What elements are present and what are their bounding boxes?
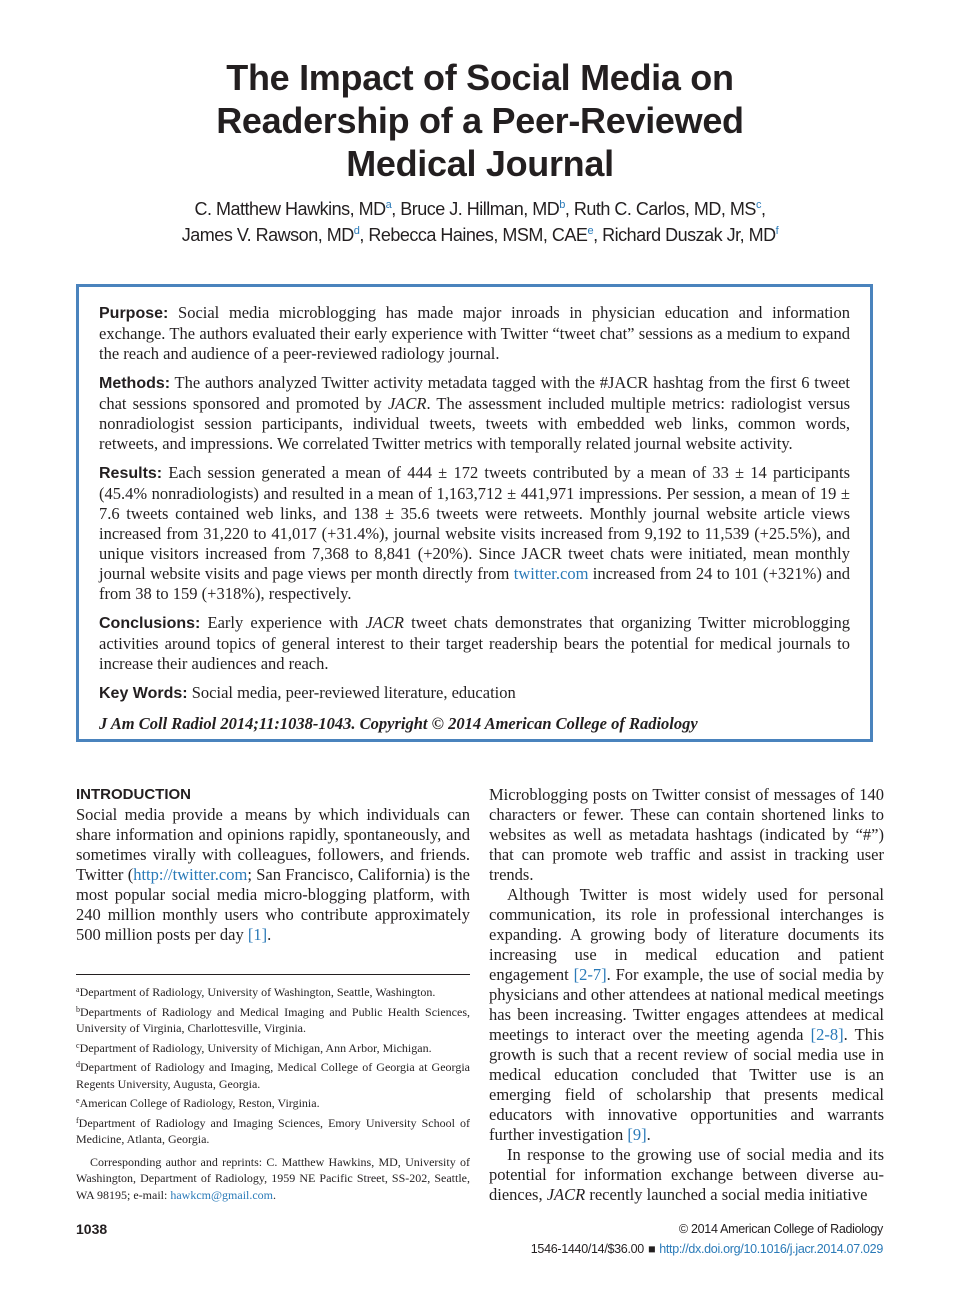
reference-link[interactable]: [2-8]: [810, 1025, 844, 1044]
affiliation-mark[interactable]: d: [353, 225, 360, 237]
conclusions-heading: Conclusions:: [99, 615, 201, 632]
journal-citation: J Am Coll Radiol 2014;11:1038-1043. Copyright © 2014 American College of Radiology: [99, 714, 698, 733]
abstract-purpose: Purpose: Social media microblogging has made major inroads in physician education and information exchange. The authors evaluated their early experience with Twitter “tweet chat” sessions as a medium to expand the reach and audience of a peer-reviewed radiology journal.: [99, 303, 850, 363]
left-column: [76, 785, 470, 945]
abstract-conclusions: Conclusions: Early experience with JACR tweet chats demonstrates that organizing Twitter microblogging activities around topics of general interest to their target readership bears the potential for medical journals to increase their audiences and reach.: [99, 613, 851, 673]
issn-price: 1546-1440/14/$36.00: [530, 1242, 644, 1256]
author-line-2: James V. Rawson, $MD^d$, Rebecca Haines, MSM, CAE$^e$, Richard Duszak Jr, $MD^f$: [181, 225, 779, 245]
abstract-keywords: Key Words: Social media, peer-reviewed literature, education: [99, 683, 516, 702]
footnote-item: $^d$Department of Radiology and Imaging, Medical College of Georgia at Georgia Regents University, Augusta, Georgia.: [76, 1060, 470, 1091]
author-line-1: C. Matthew Hawkins, $MD^a$, Bruce J. Hillman, $MD^b$, Ruth C. Carlos, MD, $MS^c$,: [194, 199, 766, 219]
author-list: [100, 196, 860, 248]
journal-name: JACR: [387, 394, 427, 413]
footnote-divider: [76, 974, 470, 975]
methods-heading: Methods:: [99, 375, 171, 392]
title-line-3: Medical Journal: [346, 143, 614, 184]
right-column: [489, 785, 884, 1205]
author-name: Rebecca Haines, MSM, CAE: [368, 225, 588, 245]
issn-doi-line: [531, 1242, 883, 1256]
twitter-url-link[interactable]: http://twitter.com: [133, 865, 248, 884]
affiliation-mark[interactable]: f: [775, 225, 779, 237]
affiliation-mark[interactable]: a: [385, 199, 392, 211]
results-heading: Results:: [99, 465, 163, 482]
footnote-item: $^c$Department of Radiology, University of Michigan, Ann Arbor, Michigan.: [76, 1040, 432, 1055]
footnote-item: $^f$Department of Radiology and Imaging Sciences, Emory University School of Medicine, Atlanta, Georgia.: [76, 1115, 470, 1146]
body-paragraph-2: Although Twitter is most widely used for personal communication, its role in professional interchanges is expanding. A growing body of literature documents its increasing use in medical education and patient engagement [2-7]. For example, the use of social media by physicians and other attendees at national medical meetings has been increasing. Twitter engages attendees at medical meetings to interact over the meeting agenda [2-8]. This growth is such that a recent review of social media use in medical education concluded that Twitter use is an emerging field of scholarship that presents medical educators with innovative opportunities and warrants further investigation [9].: [489, 885, 884, 1144]
affiliation-mark[interactable]: c: [755, 199, 761, 211]
copyright-notice: © 2014 American College of Radiology: [678, 1222, 883, 1236]
page-number: 1038: [76, 1221, 108, 1237]
doi-link[interactable]: http://dx.doi.org/10.1016/j.jacr.2014.07.029: [659, 1242, 883, 1256]
abstract-box: [76, 284, 873, 742]
intro-paragraph-1: Social media provide a means by which individuals can share information and opinions rapidly, spontaneously, and sometimes virally with colleagues, followers, and friends. Twitter (http://twitter.com; San Francisco, California) is the most popular social media micro-blogging platform, with 240 million monthly users who contribute approximately 500 million posts per day [1].: [76, 805, 470, 944]
body-paragraph-1: Microblogging posts on Twitter consist of messages of 140 characters or fewer. These can contain shortened links to websites as well as metadata hashtags (indicated by “#”) that can promote web traffic and assist in tracking user trends.: [489, 785, 884, 884]
journal-name: JACR: [546, 1185, 586, 1204]
affiliation-footnotes: [76, 984, 470, 1206]
author-name: Bruce J. Hillman, MD: [400, 199, 560, 219]
abstract-results: Results: Each session generated a mean of 444 ± 172 tweets contributed by a mean of 33 ± 14 participants (45.4% nonradiologists) and resulted in a mean of 1,163,712 ± 441,971 impressions. Per session, a mean of 19 ± 7.6 tweets contained web links, and 138 ± 35.6 tweets were retweets. Monthly journal website article views increased from 31,220 to 41,017 (+31.4%), journal website visits increased from 9,192 to 11,539 (+25.5%), and unique visitors increased from 7,368 to 8,841 (+20%). Since JACR tweet chats were initiated, mean monthly journal website visits and page views per month directly from twitter.com increased from 24 to 101 (+321%) and from 38 to 159 (+318%), respectively.: [99, 463, 850, 603]
twitter-link[interactable]: twitter.com: [513, 564, 589, 583]
email-link[interactable]: hawkcm@gmail.com: [170, 1187, 274, 1202]
square-bullet-icon: ■: [647, 1242, 656, 1256]
author-name: C. Matthew Hawkins, MD: [194, 199, 386, 219]
footnote-item: $^a$Department of Radiology, University of Washington, Seattle, Washington.: [76, 985, 436, 999]
author-name: Richard Duszak Jr, MD: [602, 225, 776, 245]
affiliation-mark[interactable]: b: [559, 199, 565, 211]
author-name: Ruth C. Carlos, MD, MS: [573, 199, 756, 219]
body-paragraph-3: In response to the growing use of social media and its potential for information exchange between diverse au-diences, JACR recently launched a social media initiative: [489, 1145, 884, 1204]
abstract-methods: Methods: The authors analyzed Twitter activity metadata tagged with the #JACR hashtag from the first 6 tweet chat sessions sponsored and promoted by JACR. The assessment included multiple metrics: radiologist versus nonradiologist session participants, individual tweets, tweets with embedded web links, common words, retweets, and impressions. We correlated Twitter metrics with temporally related journal website activity.: [99, 373, 851, 453]
reference-link[interactable]: [1]: [247, 925, 268, 944]
affiliation-mark[interactable]: e: [587, 225, 594, 237]
purpose-heading: Purpose:: [99, 305, 169, 322]
journal-name: JACR: [365, 613, 404, 632]
reference-link[interactable]: [2-7]: [573, 965, 607, 984]
title-line-2: Readership of a Peer-Reviewed: [216, 100, 744, 141]
footnote-item: $^b$Departments of Radiology and Medical Imaging and Public Health Sciences, University of Virginia, Charlottesville, Virginia.: [76, 1004, 470, 1035]
keywords-heading: Key Words:: [99, 685, 188, 702]
author-name: James V. Rawson, MD: [181, 225, 354, 245]
introduction-heading: INTRODUCTION: [76, 786, 191, 803]
title-line-1: The Impact of Social Media on: [226, 57, 734, 98]
footnote-item: $^e$American College of Radiology, Reston, Virginia.: [76, 1096, 320, 1110]
reference-link[interactable]: [9]: [627, 1125, 647, 1144]
corresponding-author: Corresponding author and reprints: C. Matthew Hawkins, MD, University of Washington, Department of Radiology, 1959 NE Pacific Street, SS-202, Seattle, WA 98195; e-mail: hawkcm@gmail.com.: [76, 1154, 470, 1202]
article-title: [110, 56, 850, 185]
